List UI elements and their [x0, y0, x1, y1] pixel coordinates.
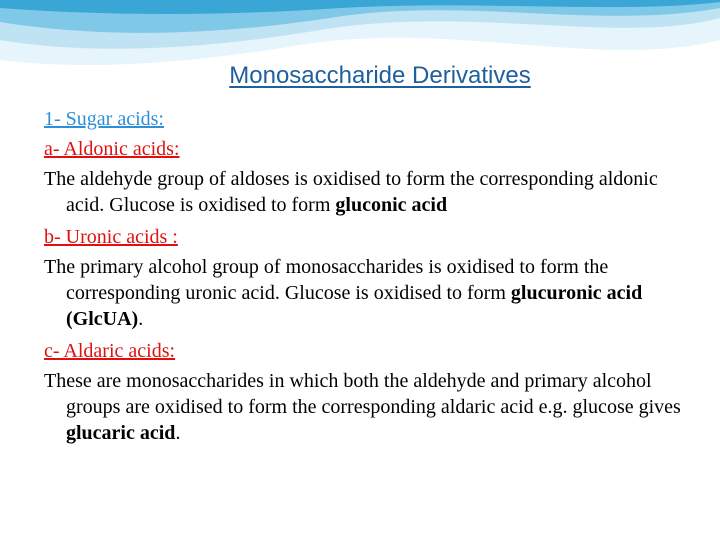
heading-aldaric-acids: c- Aldaric acids:: [44, 340, 176, 362]
slide-title: Monosaccharide Derivatives: [229, 62, 531, 89]
aldonic-bold-term: gluconic acid: [335, 194, 448, 216]
uronic-text: The primary alcohol group of monosaccharides is oxidised to form the corresponding uronic acid. Glucose is oxidised to form: [44, 256, 609, 304]
heading-uronic-acids: b- Uronic acids :: [44, 226, 178, 248]
slide-body: [44, 106, 684, 452]
uronic-tail: .: [138, 308, 144, 330]
uronic-bold-term: glucuronic acid (GlcUA): [66, 282, 643, 330]
heading-sugar-acids: 1- Sugar acids:: [44, 108, 164, 130]
paragraph-uronic-acids: [44, 254, 684, 332]
aldaric-tail: .: [175, 422, 181, 444]
aldaric-text: These are monosaccharides in which both the aldehyde and primary alcohol groups are oxidised to form the corresponding aldaric acid e.g. glucose gives: [44, 370, 681, 418]
paragraph-aldaric-acids: [44, 368, 684, 446]
heading-aldonic-acids: a- Aldonic acids:: [44, 138, 180, 160]
aldonic-text: The aldehyde group of aldoses is oxidised to form the corresponding aldonic acid. Glucose is oxidised to form: [44, 168, 658, 216]
aldaric-bold-term: glucaric acid: [66, 422, 176, 444]
paragraph-aldonic-acids: [44, 166, 684, 218]
